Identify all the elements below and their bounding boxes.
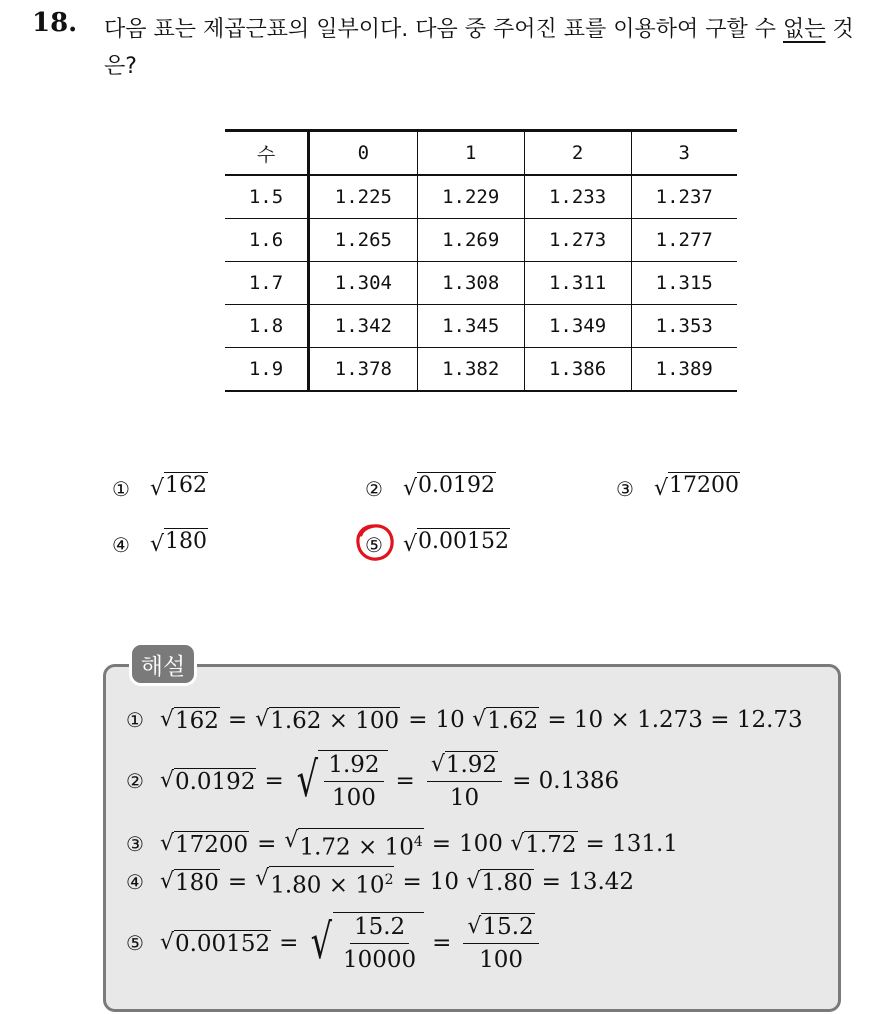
sqrt-expression	[654, 472, 740, 506]
table-cell: 1.277	[631, 219, 737, 262]
equals-sign: =	[264, 768, 284, 794]
table-cell: 1.378	[309, 348, 418, 392]
table-header-cell: 0	[309, 131, 418, 176]
result: = 0.1386	[512, 768, 620, 794]
table-cell: 1.269	[417, 219, 524, 262]
table-row	[225, 219, 737, 262]
equals-sign: =	[227, 707, 248, 733]
result: = 10 × 1.273 = 12.73	[547, 707, 803, 733]
radicand: 180	[164, 528, 208, 562]
table-cell: 1.9	[225, 348, 309, 392]
numerator: 1.92	[324, 751, 383, 782]
sqrt-expression	[284, 828, 423, 861]
table-cell: 1.225	[309, 175, 418, 219]
equals-sign: =	[279, 930, 299, 956]
denominator: 10	[449, 785, 480, 811]
explanation-line-3	[126, 826, 678, 862]
table-cell: 1.308	[417, 262, 524, 305]
radical-sign-icon: √	[310, 914, 333, 970]
radical-sign-icon: √	[159, 929, 174, 955]
sqrt-expression	[160, 869, 220, 896]
sqrt-expression	[403, 472, 496, 506]
radicand	[298, 828, 423, 861]
table-cell: 1.349	[524, 305, 631, 348]
line-number: ①	[126, 708, 144, 732]
big-sqrt	[306, 912, 424, 974]
table-row	[225, 348, 737, 392]
result: = 131.1	[585, 831, 678, 857]
fraction	[324, 751, 383, 812]
table-row	[225, 305, 737, 348]
denominator: 10000	[342, 947, 417, 973]
radical-sign-icon: √	[472, 706, 487, 732]
choice-number: ④	[112, 533, 130, 557]
table-cell: 1.6	[225, 219, 309, 262]
coefficient: 10	[429, 869, 460, 895]
radical-sign-icon: √	[149, 532, 164, 557]
radicand: 1.92	[445, 752, 498, 778]
denominator: 100	[331, 785, 376, 811]
line-number: ③	[126, 832, 144, 856]
sqrt-expression	[150, 528, 208, 562]
table-cell: 1.342	[309, 305, 418, 348]
radical-sign-icon: √	[430, 752, 445, 777]
question-text-part1: 다음 표는 제곱근표의 일부이다. 다음 중 주어진 표를 이용하여 구할 수	[104, 17, 783, 42]
choice-4[interactable]	[112, 528, 208, 562]
table-cell: 1.311	[524, 262, 631, 305]
explanation-tag: 해설	[129, 642, 197, 686]
sqrt-expression	[160, 930, 271, 957]
radicand: 15.2	[482, 914, 534, 940]
answer-circle-icon	[354, 521, 396, 563]
radical-sign-icon: √	[149, 476, 164, 501]
table-header-cell: 수	[225, 131, 309, 176]
sqrt-expression	[160, 831, 249, 858]
line-number: ②	[126, 769, 144, 793]
exponent: 4	[413, 833, 423, 850]
fraction	[463, 912, 538, 974]
numerator	[427, 750, 502, 782]
table-row	[225, 175, 737, 219]
radical-sign-icon: √	[255, 865, 270, 891]
table-cell: 1.315	[631, 262, 737, 305]
table-cell: 1.237	[631, 175, 737, 219]
radicand: 0.0192	[174, 768, 256, 795]
numerator	[463, 912, 538, 944]
denominator: 100	[479, 947, 523, 973]
equals-sign: =	[227, 869, 248, 895]
explanation-line-2	[126, 748, 619, 814]
sqrt-expression	[150, 472, 208, 506]
sqrt-expression	[160, 768, 257, 795]
table-cell: 1.233	[524, 175, 631, 219]
line-number: ④	[126, 870, 144, 894]
sqrt-expression	[255, 707, 400, 734]
choice-number: ⑤	[365, 533, 383, 557]
big-sqrt	[292, 750, 388, 812]
sqrt-expression	[160, 707, 220, 734]
table-cell: 1.5	[225, 175, 309, 219]
table-header-cell: 2	[524, 131, 631, 176]
radicand: 17200	[174, 831, 249, 858]
radicand: 0.0192	[417, 472, 496, 506]
choice-1[interactable]	[112, 472, 208, 506]
radicand: 17200	[668, 472, 740, 506]
question-text-part2: 것은?	[104, 17, 854, 79]
radicand: 1.80	[481, 869, 533, 896]
fraction	[427, 750, 502, 812]
radical-sign-icon: √	[402, 476, 417, 501]
coefficient: 100	[459, 831, 503, 857]
sqrt-expression	[467, 913, 534, 941]
radical-sign-icon: √	[653, 476, 668, 501]
table-cell: 1.229	[417, 175, 524, 219]
radical-sign-icon: √	[510, 830, 525, 856]
table-row	[225, 262, 737, 305]
table-cell: 1.389	[631, 348, 737, 392]
radicand	[333, 912, 424, 974]
radical-sign-icon: √	[159, 706, 174, 732]
table-cell: 1.353	[631, 305, 737, 348]
choice-number: ③	[616, 477, 634, 501]
sqrt-expression	[403, 528, 510, 562]
choice-number: ②	[365, 477, 383, 501]
equals-sign: =	[395, 768, 415, 794]
radicand: 0.00152	[174, 930, 271, 957]
table-cell: 1.8	[225, 305, 309, 348]
square-root-table	[225, 129, 737, 392]
radical-sign-icon: √	[159, 767, 174, 793]
radical-sign-icon: √	[255, 706, 270, 732]
table-header-cell: 3	[631, 131, 737, 176]
table-cell: 1.265	[309, 219, 418, 262]
radicand: 1.62	[487, 707, 539, 734]
question-text-underlined: 없는	[782, 17, 826, 42]
radical-sign-icon: √	[467, 914, 482, 939]
radicand: 162	[164, 472, 208, 506]
table-header-row	[225, 131, 737, 176]
coefficient: 10	[435, 707, 465, 733]
radical-sign-icon: √	[466, 868, 481, 894]
radicand: 1.62 × 100	[270, 707, 400, 734]
sqrt-expression	[466, 869, 533, 896]
equals-sign: =	[432, 930, 452, 956]
explanation-line-1	[126, 702, 803, 738]
equals-sign: =	[402, 869, 422, 895]
radicand: 162	[174, 707, 219, 734]
radical-sign-icon: √	[402, 532, 417, 557]
table-header-cell: 1	[417, 131, 524, 176]
radical-sign-icon: √	[159, 830, 174, 856]
table-cell: 1.382	[417, 348, 524, 392]
choice-2[interactable]	[365, 472, 496, 506]
sqrt-expression	[510, 831, 577, 858]
result: = 13.42	[541, 869, 635, 895]
equals-sign: =	[431, 831, 452, 857]
explanation-line-5	[126, 910, 543, 976]
choice-number: ①	[112, 477, 130, 501]
equals-sign: =	[408, 707, 428, 733]
question-text	[104, 11, 864, 85]
choice-3[interactable]	[616, 472, 740, 506]
sqrt-expression	[472, 707, 539, 734]
radicand: 180	[174, 869, 219, 896]
table-cell: 1.273	[524, 219, 631, 262]
fraction	[339, 913, 420, 974]
radical-sign-icon: √	[284, 827, 299, 853]
table-cell: 1.304	[309, 262, 418, 305]
radicand: 1.72	[525, 831, 577, 858]
line-number: ⑤	[126, 931, 144, 955]
table-cell: 1.386	[524, 348, 631, 392]
sqrt-expression	[255, 866, 394, 899]
radicand: 0.00152	[417, 528, 510, 562]
explanation-line-4	[126, 864, 634, 900]
radical-sign-icon: √	[159, 868, 174, 894]
radicand	[318, 750, 387, 812]
exponent: 2	[384, 871, 394, 888]
sqrt-expression	[431, 751, 498, 779]
table-cell: 1.7	[225, 262, 309, 305]
radical-sign-icon: √	[296, 752, 318, 808]
radicand	[269, 866, 394, 899]
question-number: 18.	[32, 8, 78, 38]
base: 1.80 × 10	[270, 872, 385, 899]
numerator: 15.2	[350, 913, 409, 944]
table-cell: 1.345	[417, 305, 524, 348]
equals-sign: =	[257, 831, 277, 857]
base: 1.72 × 10	[299, 834, 414, 861]
